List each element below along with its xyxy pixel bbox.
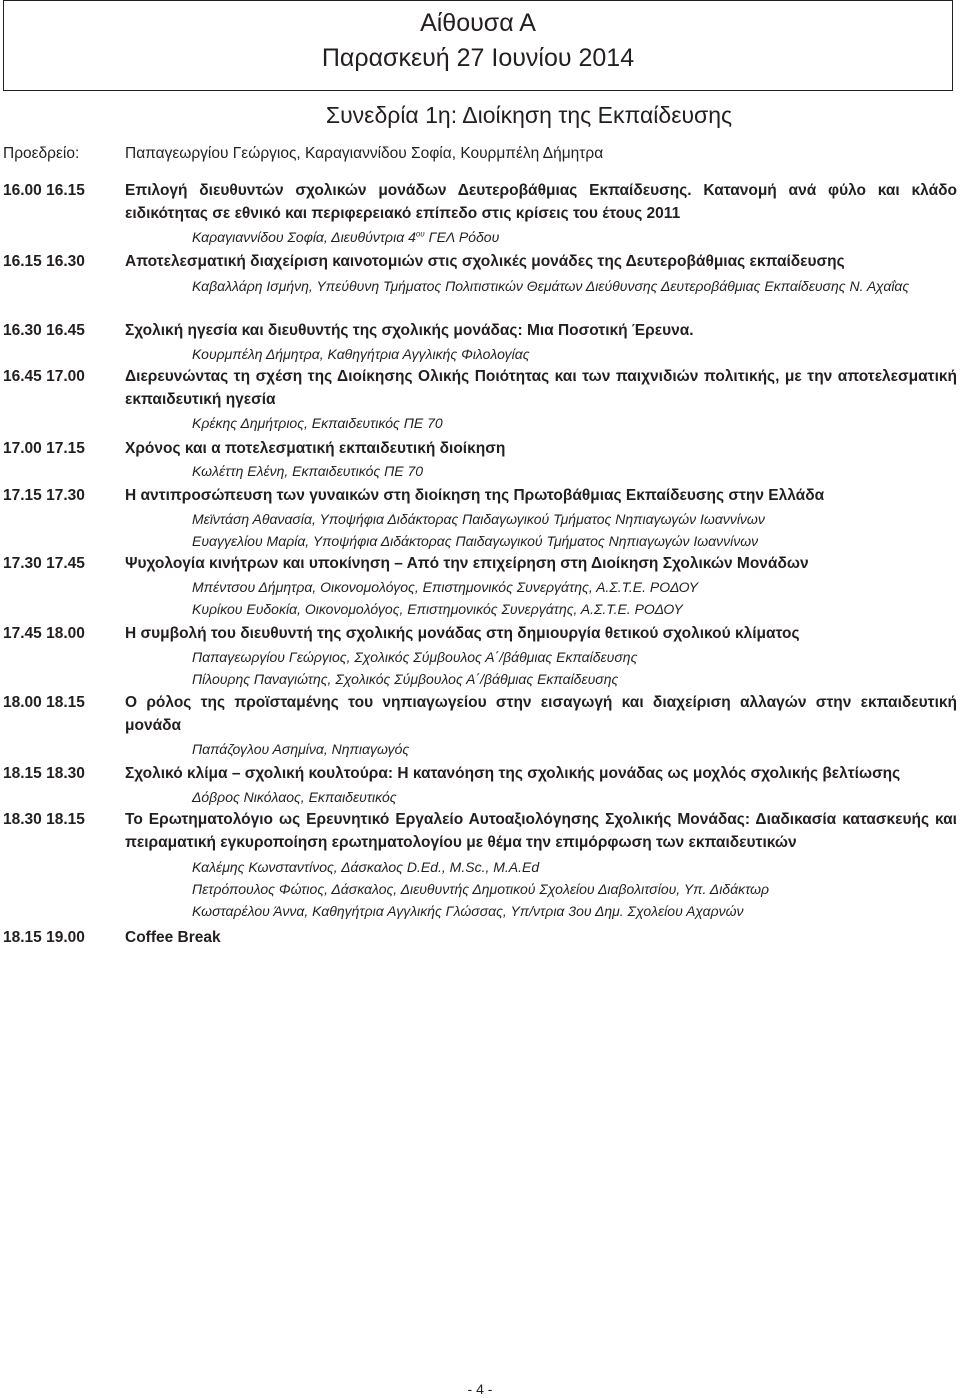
item-time: 18.15 18.30 [3, 765, 85, 782]
item-speaker: Κωσταρέλου Άννα, Καθηγήτρια Αγγλικής Γλώσσας, Υπ/ντρια 3ου Δημ. Σχολείου Αχαρνών [192, 903, 744, 919]
item-speakers [192, 412, 957, 434]
item-speakers [192, 786, 957, 808]
item-title: Coffee Break [125, 929, 221, 946]
item-time: 18.30 18.15 [3, 811, 85, 828]
header-box [3, 0, 953, 91]
item-speakers [192, 460, 957, 482]
item-title: Επιλογή διευθυντών σχολικών μονάδων Δευτεροβάθμιας Εκπαίδευσης. Κατανομή ανά φύλο και κλάδο ειδικότητας σε εθνικό και περιφερειακό επίπεδο στις κρίσεις του έτους 2011 [125, 182, 957, 222]
item-speaker: Πίλουρης Παναγιώτης, Σχολικός Σύμβουλος Α΄/βάθμιας Εκπαίδευσης [192, 671, 619, 687]
item-time: 17.45 18.00 [3, 625, 85, 642]
item-speakers [192, 856, 957, 922]
item-speaker: Κυρίκου Ευδοκία, Οικονομολόγος, Επιστημονικός Συνεργάτης, Α.Σ.Τ.Ε. ΡΟΔΟΥ [192, 601, 683, 617]
item-speaker: Καβαλλάρη Ισμήνη, Υπεύθυνη Τμήματος Πολιτιστικών Θεμάτων Διεύθυνσης Δευτεροβάθμιας Εκπαίδευσης Ν. Αχαΐας [192, 278, 910, 294]
item-title: Η αντιπροσώπευση των γυναικών στη διοίκηση της Πρωτοβάθμιας Εκπαίδευσης στην Ελλάδα [125, 487, 825, 504]
item-speaker: Παπάζογλου Ασημίνα, Νηπιαγωγός [192, 741, 410, 757]
item-time: 16.00 16.15 [3, 182, 85, 199]
item-speakers [192, 343, 957, 365]
item-time: 18.00 18.15 [3, 694, 85, 711]
item-speaker: Πετρόπουλος Φώτιος, Δάσκαλος, Διευθυντής Δημοτικού Σχολείου Διαβολιτσίου, Υπ. Διδάκτωρ [192, 881, 770, 897]
item-title: Ο ρόλος της προϊσταμένης του νηπιαγωγείου στην εισαγωγή και διαχείριση αλλαγών στην εκπαιδευτική μονάδα [125, 694, 957, 734]
item-speaker: Παπαγεωργίου Γεώργιος, Σχολικός Σύμβουλος Α΄/βάθμιας Εκπαίδευσης [192, 649, 638, 665]
item-speaker: Κωλέττη Ελένη, Εκπαιδευτικός ΠΕ 70 [192, 463, 424, 479]
item-time: 16.15 16.30 [3, 253, 85, 270]
item-speaker: Ευαγγελίου Μαρία, Υποψήφια Διδάκτορας Παιδαγωγικού Τμήματος Νηπιαγωγών Ιωαννίνων [192, 533, 759, 549]
item-title: Το Ερωτηματολόγιο ως Ερευνητικό Εργαλείο Αυτοαξιολόγησης Σχολικής Μονάδας: Διαδικασία κατασκευής και πειραματική εγκυροποίηση ερωτηματολογίου με θέμα την επιμόρφωση των εκπαιδευτικών [125, 811, 957, 851]
item-speaker: Καραγιαννίδου Σοφία, Διευθύντρια $4^{o\upsilon}$ ΓΕΛ Ρόδου [192, 229, 500, 245]
item-time: 17.15 17.30 [3, 487, 85, 504]
item-title: Σχολικό κλίμα – σχολική κουλτούρα: Η κατανόηση της σχολικής μονάδας ως μοχλός σχολικής βελτίωσης [125, 765, 901, 782]
item-speakers [192, 508, 957, 552]
item-title: Σχολική ηγεσία και διευθυντής της σχολικής μονάδας: Μια Ποσοτική Έρευνα. [125, 322, 694, 339]
item-title: Η συμβολή του διευθυντή της σχολικής μονάδας στη δημιουργία θετικού σχολικού κλίματος [125, 625, 800, 642]
item-speakers [192, 738, 957, 760]
item-title: Αποτελεσματική διαχείριση καινοτομιών στις σχολικές μονάδες της Δευτεροβάθμιας εκπαίδευσης [125, 253, 845, 270]
item-speaker: Κουρμπέλη Δήμητρα, Καθηγήτρια Αγγλικής Φιλολογίας [192, 346, 530, 362]
page-number: - 4 - [467, 1381, 493, 1397]
session-title: Συνεδρία 1η: Διοίκηση της Εκπαίδευσης [325, 102, 733, 128]
item-speaker: Δόβρος Νικόλαος, Εκπαιδευτικός [192, 789, 397, 805]
item-speaker: Μεϊντάση Αθανασία, Υποψήφια Διδάκτορας Παιδαγωγικού Τμήματος Νηπιαγωγών Ιωαννίνων [192, 511, 765, 527]
item-speaker: Κρέκης Δημήτριος, Εκπαιδευτικός ΠΕ 70 [192, 415, 443, 431]
item-time: 17.00 17.15 [3, 440, 85, 457]
item-speakers [192, 226, 957, 248]
item-speaker: Καλέμης Κωνσταντίνος, Δάσκαλος D.Ed., M.Sc., M.A.Ed [192, 859, 540, 875]
item-time: 17.30 17.45 [3, 555, 85, 572]
item-speakers [192, 576, 957, 620]
chair-label: Προεδρείο: [3, 145, 80, 162]
chair-names: Παπαγεωργίου Γεώργιος, Καραγιαννίδου Σοφία, Κουρμπέλη Δήμητρα [125, 145, 604, 162]
item-title: Χρόνος και α ποτελεσματική εκπαιδευτική διοίκηση [125, 440, 506, 457]
item-speaker: Μπέντσου Δήμητρα, Οικονομολόγος, Επιστημονικός Συνεργάτης, Α.Σ.Τ.Ε. ΡΟΔΟΥ [192, 579, 699, 595]
item-title: Ψυχολογία κινήτρων και υποκίνηση – Από την επιχείρηση στη Διοίκηση Σχολικών Μονάδων [125, 555, 809, 572]
hall-name: Αίθουσα Α [420, 9, 536, 37]
item-time: 16.45 17.00 [3, 368, 85, 385]
item-time: 16.30 16.45 [3, 322, 85, 339]
item-title: Διερευνώντας τη σχέση της Διοίκησης Ολικής Ποιότητας και των παιχνιδιών πολιτικής, με την αποτελεσματική εκπαιδευτική ηγεσία [125, 368, 957, 408]
item-speakers [192, 646, 957, 690]
session-date: Παρασκευή 27 Ιουνίου 2014 [321, 44, 635, 72]
item-speakers [192, 275, 957, 297]
item-time: 18.15 19.00 [3, 929, 85, 946]
